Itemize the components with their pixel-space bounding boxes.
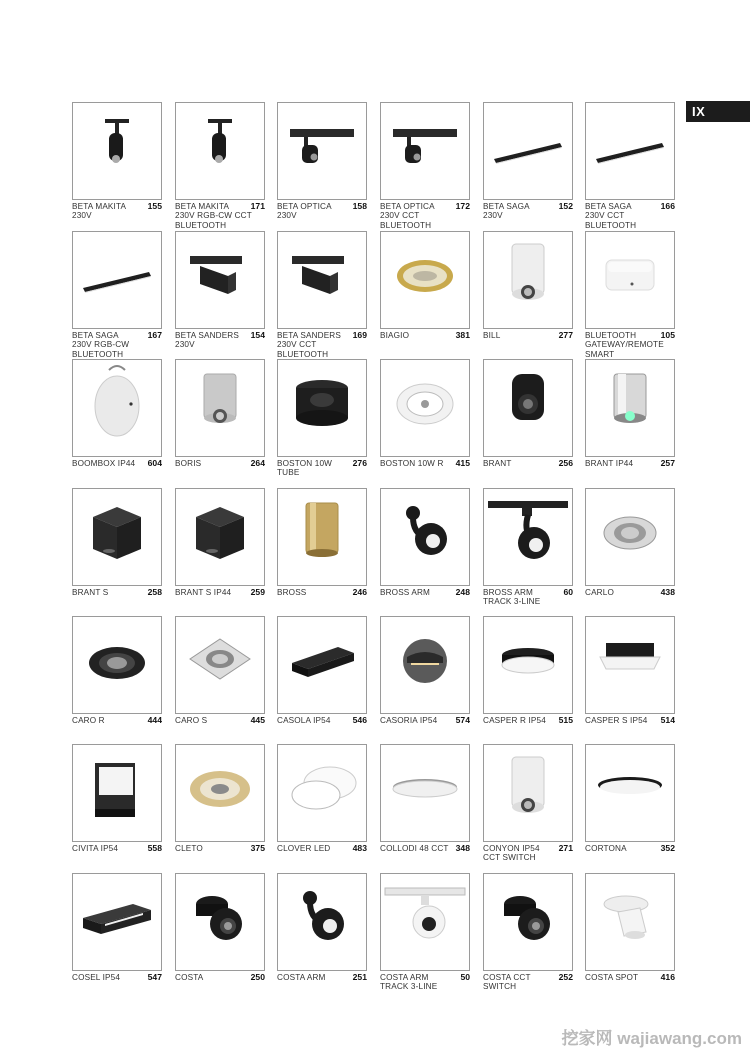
product-card — [72, 488, 162, 613]
product-name-line: CARO R — [72, 716, 105, 725]
page-number: 167 — [147, 330, 162, 340]
dark-cube-icon — [175, 488, 265, 586]
page-number: 558 — [147, 843, 162, 853]
white-track-spot-icon — [380, 873, 470, 971]
product-name — [483, 973, 553, 992]
product-name-line: BROSS — [277, 588, 307, 597]
watermark: 挖家网 wajiawang.com — [561, 1029, 742, 1048]
white-tilt-spot-icon — [585, 873, 675, 971]
product-name-line: 230V CCT — [380, 211, 420, 221]
product-card — [277, 231, 367, 359]
page-number: 60 — [563, 587, 573, 597]
product-name-line: COSTA CCT — [483, 973, 531, 982]
square-ceiling-icon — [585, 616, 675, 714]
product-name — [72, 973, 142, 982]
bar-spot-black-icon — [380, 102, 470, 200]
linear-bar-icon — [585, 102, 675, 200]
arm-spot-icon — [277, 873, 367, 971]
product-name — [380, 973, 450, 992]
product-name-line: BORIS — [175, 459, 202, 468]
product-name — [175, 331, 245, 350]
product-name-line: CIVITA IP54 — [72, 844, 119, 853]
page-number: 415 — [455, 458, 470, 468]
product-name-line: COSTA ARM — [277, 973, 326, 982]
product-name-line: COSTA — [175, 973, 204, 982]
product-name-line: BETA MAKITA — [72, 202, 127, 211]
track-arm-spot-icon — [483, 488, 573, 586]
page-number: 604 — [147, 458, 162, 468]
product-name-line: BLUETOOTH — [585, 220, 637, 230]
product-card — [380, 744, 470, 869]
product-name-line: GATEWAY/REMOTE — [585, 340, 664, 350]
product-card — [585, 102, 675, 230]
white-recessed-icon — [380, 359, 470, 457]
product-card — [72, 231, 162, 359]
product-name — [72, 844, 142, 853]
product-name-line: CORTONA — [585, 844, 627, 853]
black-puck-icon — [277, 359, 367, 457]
product-name — [380, 588, 450, 597]
double-puck-icon — [175, 873, 265, 971]
track-block-icon — [277, 231, 367, 329]
product-name-line: BLUETOOTH — [380, 220, 432, 230]
product-name — [72, 588, 142, 597]
product-name-line: CASORIA IP54 — [380, 716, 438, 725]
product-card — [585, 359, 675, 484]
product-card — [277, 873, 367, 998]
product-name-line: SWITCH — [483, 982, 517, 992]
product-card — [175, 359, 265, 484]
product-name-line: BLUETOOTH — [175, 220, 227, 230]
white-cylinder-icon — [483, 744, 573, 842]
product-card — [585, 873, 675, 998]
chrome-cylinder-icon — [585, 359, 675, 457]
product-name — [175, 202, 252, 230]
brass-cylinder-icon — [277, 488, 367, 586]
track-spot-black-icon — [175, 102, 265, 200]
page-number: 375 — [250, 843, 265, 853]
gold-downlight-icon — [380, 231, 470, 329]
arm-spot-icon — [380, 488, 470, 586]
page-number: 546 — [352, 715, 367, 725]
product-name-line: BETA OPTICA — [380, 202, 435, 211]
page-number: 514 — [660, 715, 675, 725]
product-name — [175, 588, 245, 597]
product-card — [277, 102, 367, 227]
product-name — [585, 973, 655, 982]
product-name-line: BRANT S IP44 — [175, 588, 232, 597]
product-name-line: TUBE — [277, 468, 300, 478]
product-card — [380, 102, 470, 230]
page-number: 348 — [455, 843, 470, 853]
product-card — [483, 873, 573, 998]
page-number: 483 — [352, 843, 367, 853]
page-number: 169 — [352, 330, 367, 340]
product-name-line: COLLODI 48 CCT — [380, 844, 449, 853]
dark-cube-icon — [72, 488, 162, 586]
lantern-icon — [72, 359, 162, 457]
product-card — [277, 744, 367, 869]
wall-box-icon — [72, 744, 162, 842]
product-name-line: 230V RGB-CW CCT — [175, 211, 252, 221]
product-name — [585, 588, 655, 597]
page-number: 250 — [250, 972, 265, 982]
product-name-line: CLETO — [175, 844, 203, 853]
product-name-line: BETA MAKITA — [175, 202, 230, 211]
product-name-line: BROSS ARM — [380, 588, 431, 597]
product-card — [380, 359, 470, 484]
product-name-line: BLUETOOTH — [585, 331, 637, 340]
product-name — [277, 459, 347, 478]
product-name — [277, 973, 347, 982]
product-name — [380, 716, 450, 725]
square-downlight-icon — [175, 616, 265, 714]
page-number: 445 — [250, 715, 265, 725]
product-name-line: BRANT S — [72, 588, 109, 597]
product-name-line: BLUETOOTH — [277, 349, 329, 359]
page-number: 256 — [558, 458, 573, 468]
product-name-line: BIAGIO — [380, 331, 410, 340]
silver-cylinder-icon — [175, 359, 265, 457]
product-name — [175, 459, 245, 468]
product-name-line: COSTA SPOT — [585, 973, 639, 982]
page-number: 438 — [660, 587, 675, 597]
page-number: 50 — [460, 972, 470, 982]
page-number: 158 — [352, 201, 367, 211]
page-number: 252 — [558, 972, 573, 982]
page-number: 155 — [147, 201, 162, 211]
product-name-line: 230V — [277, 211, 297, 221]
page-number: 246 — [352, 587, 367, 597]
page-number: 257 — [660, 458, 675, 468]
product-card — [585, 616, 675, 741]
slim-ceiling-icon — [585, 744, 675, 842]
product-name — [585, 844, 655, 853]
product-name — [277, 716, 347, 725]
product-name-line: 230V — [483, 211, 503, 221]
product-card — [585, 231, 675, 359]
product-card — [175, 231, 265, 356]
product-name — [72, 716, 142, 725]
product-grid — [72, 102, 675, 1002]
product-name-line: 230V — [72, 211, 92, 221]
product-card — [380, 488, 470, 613]
product-name — [175, 844, 245, 853]
page-number: 105 — [660, 330, 675, 340]
page-number: 172 — [455, 201, 470, 211]
product-card — [380, 873, 470, 998]
product-name — [483, 202, 553, 221]
product-card — [72, 359, 162, 484]
product-name-line: CONYON IP54 — [483, 844, 540, 853]
bar-spot-black-icon — [277, 102, 367, 200]
product-name-line: CASOLA IP54 — [277, 716, 331, 725]
product-name-line: CARLO — [585, 588, 614, 597]
wall-bar-light-icon — [72, 873, 162, 971]
product-card — [72, 744, 162, 869]
product-name — [277, 588, 347, 597]
product-name — [585, 459, 655, 468]
product-name — [585, 202, 655, 230]
product-name-line: TRACK 3-LINE — [380, 982, 438, 992]
gateway-box-icon — [585, 231, 675, 329]
product-name-line: CASPER S IP54 — [585, 716, 648, 725]
product-name — [277, 331, 347, 359]
product-name-line: BOSTON 10W R — [380, 459, 444, 468]
page-number: 259 — [250, 587, 265, 597]
product-name-line: BETA OPTICA — [277, 202, 332, 211]
product-card — [483, 231, 573, 356]
page-number: 277 — [558, 330, 573, 340]
page-number: 248 — [455, 587, 470, 597]
gold-trim-downlight-icon — [175, 744, 265, 842]
product-name — [380, 331, 450, 340]
product-card — [483, 102, 573, 227]
product-name-line: 230V CCT — [585, 211, 625, 221]
page-number: 251 — [352, 972, 367, 982]
track-spot-black-icon — [72, 102, 162, 200]
product-name — [585, 331, 664, 359]
product-card — [277, 616, 367, 741]
page-number: 515 — [558, 715, 573, 725]
product-name — [72, 202, 142, 221]
product-name — [585, 716, 655, 725]
product-name-line: BRANT — [483, 459, 512, 468]
product-name — [483, 716, 553, 725]
black-ring-downlight-icon — [72, 616, 162, 714]
product-name-line: 230V CCT — [277, 340, 317, 350]
product-name — [277, 202, 347, 221]
product-card — [483, 616, 573, 741]
product-card — [483, 488, 573, 613]
product-card — [380, 231, 470, 356]
product-name — [483, 588, 553, 607]
page-number: 381 — [455, 330, 470, 340]
product-card — [175, 744, 265, 869]
product-name-line: 230V RGB-CW — [72, 340, 130, 350]
product-name-line: BETA SAGA — [585, 202, 632, 211]
product-name-line: 230V — [175, 340, 195, 350]
page-number: 154 — [250, 330, 265, 340]
product-name-line: COSEL IP54 — [72, 973, 121, 982]
product-card — [483, 359, 573, 484]
product-card — [585, 488, 675, 613]
product-name-line: SMART — [585, 349, 615, 359]
product-name — [380, 202, 450, 230]
round-wall-light-icon — [380, 616, 470, 714]
product-name — [72, 459, 142, 468]
product-name-line: CCT SWITCH — [483, 853, 536, 863]
page-number: 416 — [660, 972, 675, 982]
product-name-line: CLOVER LED — [277, 844, 331, 853]
product-name-line: BILL — [483, 331, 501, 340]
product-name-line: BLUETOOTH — [72, 349, 124, 359]
product-name-line: BROSS ARM — [483, 588, 534, 597]
page-number: 547 — [147, 972, 162, 982]
page-number: 444 — [147, 715, 162, 725]
product-name-line: BETA SANDERS — [277, 331, 341, 340]
product-name-line: BETA SANDERS — [175, 331, 239, 340]
product-name-line: BOSTON 10W — [277, 459, 333, 468]
black-cylinder-icon — [483, 359, 573, 457]
flat-ceiling-icon — [380, 744, 470, 842]
product-name-line: BETA SAGA — [72, 331, 119, 340]
product-card — [277, 359, 367, 484]
product-name — [72, 331, 142, 359]
round-ceiling-icon — [483, 616, 573, 714]
product-card — [175, 616, 265, 741]
page-number: 276 — [352, 458, 367, 468]
product-name — [380, 844, 450, 853]
section-tab: IX — [686, 101, 750, 122]
product-card — [585, 744, 675, 869]
page-number: 352 — [660, 843, 675, 853]
linear-bar-icon — [72, 231, 162, 329]
product-name-line: BOOMBOX IP44 — [72, 459, 136, 468]
product-card — [72, 616, 162, 741]
product-name — [483, 844, 553, 863]
page-number: 271 — [558, 843, 573, 853]
track-block-icon — [175, 231, 265, 329]
product-name-line: TRACK 3-LINE — [483, 597, 541, 607]
product-name — [483, 459, 553, 468]
product-card — [277, 488, 367, 613]
page-number: 152 — [558, 201, 573, 211]
product-card — [72, 873, 162, 998]
wall-bar-icon — [277, 616, 367, 714]
product-name-line: BETA SAGA — [483, 202, 530, 211]
product-card — [72, 102, 162, 227]
product-name-line: BRANT IP44 — [585, 459, 634, 468]
product-name — [380, 459, 450, 468]
page-number: 171 — [250, 201, 265, 211]
white-discs-icon — [277, 744, 367, 842]
product-name — [175, 973, 245, 982]
product-name-line: CASPER R IP54 — [483, 716, 546, 725]
product-name-line: COSTA ARM — [380, 973, 429, 982]
page-number: 264 — [250, 458, 265, 468]
product-card — [380, 616, 470, 741]
product-card — [175, 873, 265, 998]
product-name — [277, 844, 347, 853]
page-number: 166 — [660, 201, 675, 211]
gimbal-downlight-icon — [585, 488, 675, 586]
product-name-line: CARO S — [175, 716, 208, 725]
product-name — [483, 331, 553, 340]
white-cylinder-icon — [483, 231, 573, 329]
page-number: 258 — [147, 587, 162, 597]
product-card — [175, 488, 265, 613]
linear-bar-icon — [483, 102, 573, 200]
product-card — [175, 102, 265, 230]
product-card — [483, 744, 573, 869]
page-number: 574 — [455, 715, 470, 725]
double-puck-icon — [483, 873, 573, 971]
product-name — [175, 716, 245, 725]
